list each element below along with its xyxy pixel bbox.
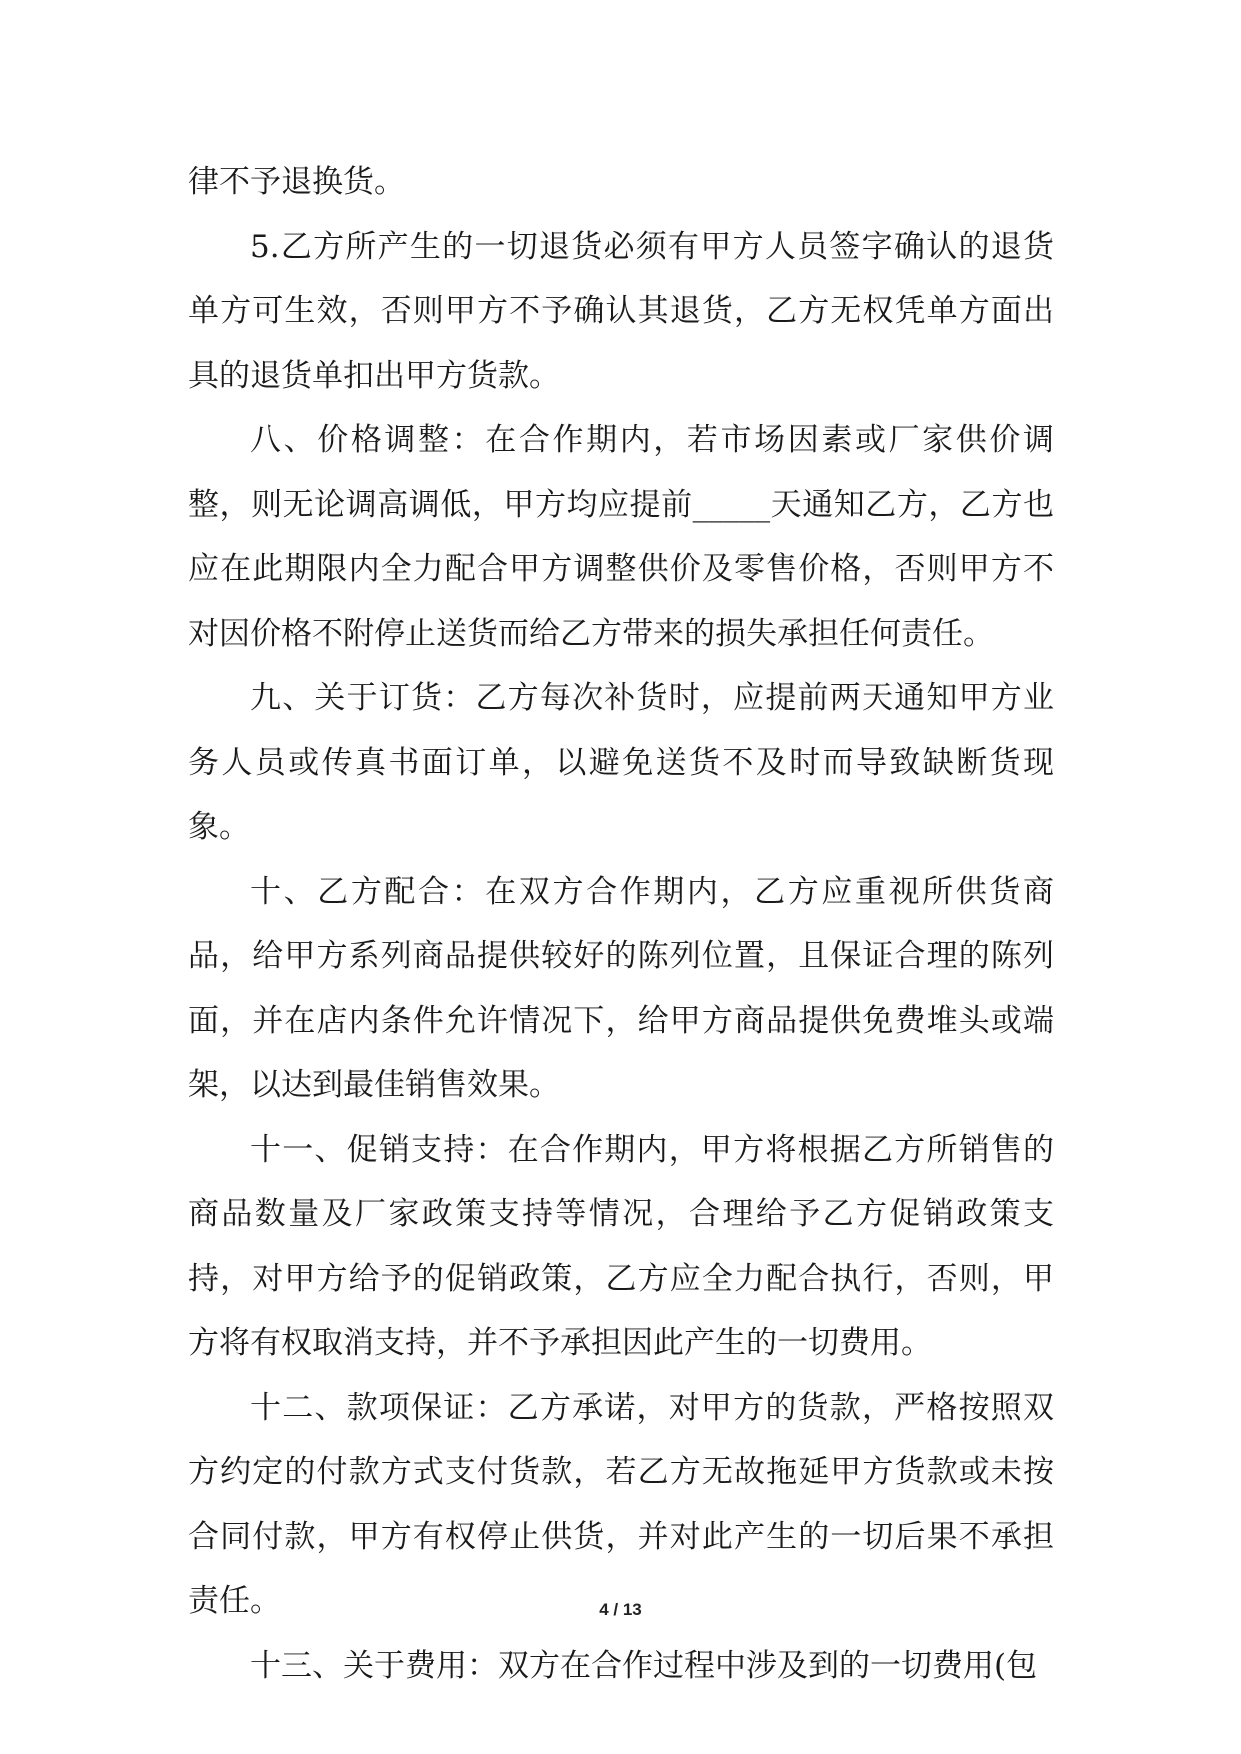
paragraph-clause-11-promotion: 十一、促销支持：在合作期内，甲方将根据乙方所销售的商品数量及厂家政策支持等情况，合理给予乙方促销政策支持，对甲方给予的促销政策，乙方应全力配合执行，否则，甲方将有权取消支持，并不予承担因此产生的一切费用。 bbox=[188, 1131, 1054, 1361]
paragraph-clause-12-payment: 十二、款项保证：乙方承诺，对甲方的货款，严格按照双方约定的付款方式支付货款，若乙方无故拖延甲方货款或未按合同付款，甲方有权停止供货，并对此产生的一切后果不承担责任。 bbox=[188, 1389, 1054, 1619]
page-number: 4 / 13 bbox=[599, 1600, 642, 1619]
paragraph-clause-10-cooperation: 十、乙方配合：在双方合作期内，乙方应重视所供货商品，给甲方系列商品提供较好的陈列位置，且保证合理的陈列面，并在店内条件允许情况下，给甲方商品提供免费堆头或端架，以达到最佳销售效果。 bbox=[188, 873, 1054, 1103]
paragraph-continuation: 律不予退换货。 bbox=[188, 164, 405, 200]
paragraph-clause-9-ordering: 九、关于订货：乙方每次补货时，应提前两天通知甲方业务人员或传真书面订单，以避免送货不及时而导致缺断货现象。 bbox=[188, 680, 1054, 845]
paragraph-clause-5: 5.乙方所产生的一切退货必须有甲方人员签字确认的退货单方可生效，否则甲方不予确认其退货，乙方无权凭单方面出具的退货单扣出甲方货款。 bbox=[188, 228, 1054, 394]
paragraph-clause-13-fees: 十三、关于费用：双方在合作过程中涉及到的一切费用(包 bbox=[250, 1647, 1038, 1684]
document-body bbox=[188, 150, 1054, 1698]
paragraph-clause-8-price-adjustment: 八、价格调整：在合作期内，若市场因素或厂家供价调整，则无论调高调低，甲方均应提前_____天通知乙方，乙方也应在此期限内全力配合甲方调整供价及零售价格，否则甲方不对因价格不附停止送货而给乙方带来的损失承担任何责任。 bbox=[188, 422, 1054, 652]
